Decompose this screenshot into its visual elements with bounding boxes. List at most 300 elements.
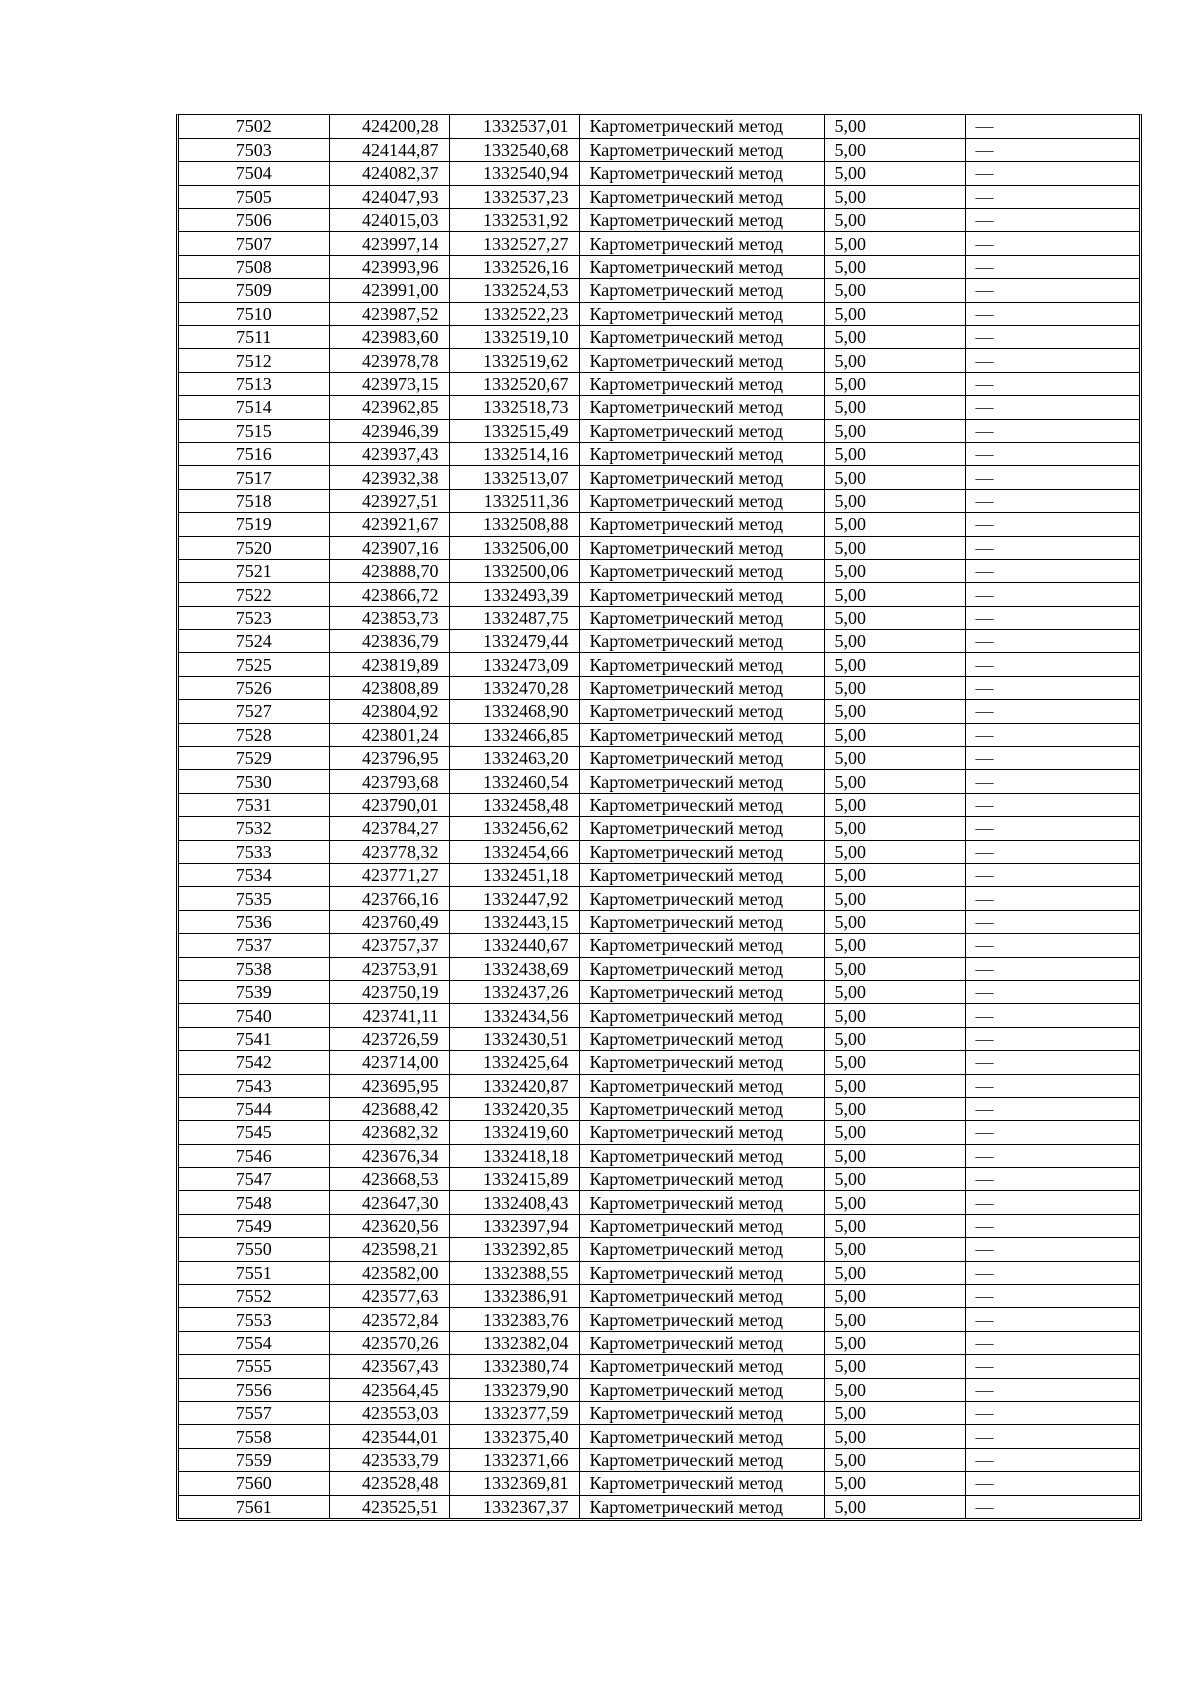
table-row	[179, 1004, 1139, 1027]
accuracy-cell: 5,00	[824, 747, 965, 770]
point-number-cell: 7509	[179, 279, 329, 302]
accuracy-cell: 5,00	[824, 1191, 965, 1214]
point-number-cell: 7517	[179, 466, 329, 489]
x-coordinate-cell: 423801,24	[329, 723, 449, 746]
point-number-cell: 7557	[179, 1401, 329, 1424]
table-row	[179, 1191, 1139, 1214]
description-cell: —	[965, 1004, 1139, 1027]
description-cell: —	[965, 1191, 1139, 1214]
description-cell: —	[965, 676, 1139, 699]
accuracy-cell: 5,00	[824, 887, 965, 910]
accuracy-cell: 5,00	[824, 1425, 965, 1448]
description-cell: —	[965, 326, 1139, 349]
table-row	[179, 606, 1139, 629]
point-number-cell: 7540	[179, 1004, 329, 1027]
y-coordinate-cell: 1332518,73	[449, 396, 579, 419]
method-cell: Картометрический метод	[579, 1285, 824, 1308]
x-coordinate-cell: 423991,00	[329, 279, 449, 302]
y-coordinate-cell: 1332434,56	[449, 1004, 579, 1027]
table-row	[179, 326, 1139, 349]
accuracy-cell: 5,00	[824, 1097, 965, 1120]
point-number-cell: 7524	[179, 630, 329, 653]
y-coordinate-cell: 1332515,49	[449, 419, 579, 442]
accuracy-cell: 5,00	[824, 1401, 965, 1424]
method-cell: Картометрический метод	[579, 1051, 824, 1074]
table-row	[179, 279, 1139, 302]
x-coordinate-cell: 423771,27	[329, 864, 449, 887]
y-coordinate-cell: 1332508,88	[449, 513, 579, 536]
y-coordinate-cell: 1332375,40	[449, 1425, 579, 1448]
accuracy-cell: 5,00	[824, 1238, 965, 1261]
description-cell: —	[965, 630, 1139, 653]
description-cell: —	[965, 1472, 1139, 1495]
table-row	[179, 700, 1139, 723]
point-number-cell: 7519	[179, 513, 329, 536]
x-coordinate-cell: 423784,27	[329, 817, 449, 840]
x-coordinate-cell: 423973,15	[329, 372, 449, 395]
description-cell: —	[965, 1051, 1139, 1074]
accuracy-cell: 5,00	[824, 1285, 965, 1308]
table-row	[179, 489, 1139, 512]
table-row	[179, 793, 1139, 816]
y-coordinate-cell: 1332506,00	[449, 536, 579, 559]
table-row	[179, 934, 1139, 957]
point-number-cell: 7538	[179, 957, 329, 980]
x-coordinate-cell: 423819,89	[329, 653, 449, 676]
description-cell: —	[965, 1285, 1139, 1308]
accuracy-cell: 5,00	[824, 489, 965, 512]
point-number-cell: 7508	[179, 255, 329, 278]
description-cell: —	[965, 934, 1139, 957]
y-coordinate-cell: 1332419,60	[449, 1121, 579, 1144]
accuracy-cell: 5,00	[824, 1004, 965, 1027]
method-cell: Картометрический метод	[579, 1121, 824, 1144]
table-row	[179, 583, 1139, 606]
accuracy-cell: 5,00	[824, 1472, 965, 1495]
accuracy-cell: 5,00	[824, 934, 965, 957]
accuracy-cell: 5,00	[824, 138, 965, 161]
x-coordinate-cell: 423741,11	[329, 1004, 449, 1027]
method-cell: Картометрический метод	[579, 747, 824, 770]
table-row	[179, 513, 1139, 536]
x-coordinate-cell: 423676,34	[329, 1144, 449, 1167]
method-cell: Картометрический метод	[579, 209, 824, 232]
point-number-cell: 7537	[179, 934, 329, 957]
table-row	[179, 536, 1139, 559]
table-row	[179, 1425, 1139, 1448]
point-number-cell: 7554	[179, 1331, 329, 1354]
method-cell: Картометрический метод	[579, 1401, 824, 1424]
description-cell: —	[965, 419, 1139, 442]
description-cell: —	[965, 513, 1139, 536]
accuracy-cell: 5,00	[824, 1495, 965, 1518]
accuracy-cell: 5,00	[824, 1027, 965, 1050]
point-number-cell: 7536	[179, 910, 329, 933]
table-row	[179, 980, 1139, 1003]
table-row	[179, 162, 1139, 185]
accuracy-cell: 5,00	[824, 372, 965, 395]
method-cell: Картометрический метод	[579, 1355, 824, 1378]
x-coordinate-cell: 423804,92	[329, 700, 449, 723]
table-row	[179, 840, 1139, 863]
accuracy-cell: 5,00	[824, 1261, 965, 1284]
method-cell: Картометрический метод	[579, 840, 824, 863]
y-coordinate-cell: 1332454,66	[449, 840, 579, 863]
table-row	[179, 770, 1139, 793]
y-coordinate-cell: 1332388,55	[449, 1261, 579, 1284]
point-number-cell: 7545	[179, 1121, 329, 1144]
description-cell: —	[965, 1074, 1139, 1097]
accuracy-cell: 5,00	[824, 770, 965, 793]
method-cell: Картометрический метод	[579, 349, 824, 372]
method-cell: Картометрический метод	[579, 466, 824, 489]
description-cell: —	[965, 279, 1139, 302]
method-cell: Картометрический метод	[579, 396, 824, 419]
table-row	[179, 1285, 1139, 1308]
table-row	[179, 138, 1139, 161]
point-number-cell: 7506	[179, 209, 329, 232]
point-number-cell: 7526	[179, 676, 329, 699]
table-row	[179, 442, 1139, 465]
y-coordinate-cell: 1332479,44	[449, 630, 579, 653]
point-number-cell: 7532	[179, 817, 329, 840]
description-cell: —	[965, 1308, 1139, 1331]
description-cell: —	[965, 1401, 1139, 1424]
description-cell: —	[965, 559, 1139, 582]
method-cell: Картометрический метод	[579, 1144, 824, 1167]
x-coordinate-cell: 423987,52	[329, 302, 449, 325]
accuracy-cell: 5,00	[824, 536, 965, 559]
description-cell: —	[965, 1097, 1139, 1120]
description-cell: —	[965, 232, 1139, 255]
x-coordinate-cell: 424082,37	[329, 162, 449, 185]
description-cell: —	[965, 723, 1139, 746]
point-number-cell: 7505	[179, 185, 329, 208]
x-coordinate-cell: 423757,37	[329, 934, 449, 957]
y-coordinate-cell: 1332514,16	[449, 442, 579, 465]
x-coordinate-cell: 423647,30	[329, 1191, 449, 1214]
x-coordinate-cell: 423808,89	[329, 676, 449, 699]
description-cell: —	[965, 1331, 1139, 1354]
y-coordinate-cell: 1332386,91	[449, 1285, 579, 1308]
y-coordinate-cell: 1332420,35	[449, 1097, 579, 1120]
y-coordinate-cell: 1332447,92	[449, 887, 579, 910]
method-cell: Картометрический метод	[579, 185, 824, 208]
description-cell: —	[965, 770, 1139, 793]
method-cell: Картометрический метод	[579, 419, 824, 442]
x-coordinate-cell: 423962,85	[329, 396, 449, 419]
method-cell: Картометрический метод	[579, 1191, 824, 1214]
y-coordinate-cell: 1332440,67	[449, 934, 579, 957]
method-cell: Картометрический метод	[579, 442, 824, 465]
accuracy-cell: 5,00	[824, 442, 965, 465]
method-cell: Картометрический метод	[579, 536, 824, 559]
y-coordinate-cell: 1332420,87	[449, 1074, 579, 1097]
y-coordinate-cell: 1332418,18	[449, 1144, 579, 1167]
method-cell: Картометрический метод	[579, 1425, 824, 1448]
table-row	[179, 676, 1139, 699]
method-cell: Картометрический метод	[579, 1261, 824, 1284]
x-coordinate-cell: 423766,16	[329, 887, 449, 910]
method-cell: Картометрический метод	[579, 793, 824, 816]
point-number-cell: 7549	[179, 1214, 329, 1237]
accuracy-cell: 5,00	[824, 957, 965, 980]
x-coordinate-cell: 423544,01	[329, 1425, 449, 1448]
accuracy-cell: 5,00	[824, 653, 965, 676]
accuracy-cell: 5,00	[824, 1355, 965, 1378]
y-coordinate-cell: 1332537,23	[449, 185, 579, 208]
point-number-cell: 7512	[179, 349, 329, 372]
description-cell: —	[965, 840, 1139, 863]
point-number-cell: 7507	[179, 232, 329, 255]
method-cell: Картометрический метод	[579, 676, 824, 699]
accuracy-cell: 5,00	[824, 1331, 965, 1354]
table-row	[179, 1168, 1139, 1191]
accuracy-cell: 5,00	[824, 232, 965, 255]
method-cell: Картометрический метод	[579, 232, 824, 255]
point-number-cell: 7559	[179, 1448, 329, 1471]
x-coordinate-cell: 423937,43	[329, 442, 449, 465]
y-coordinate-cell: 1332473,09	[449, 653, 579, 676]
x-coordinate-cell: 423921,67	[329, 513, 449, 536]
y-coordinate-cell: 1332379,90	[449, 1378, 579, 1401]
x-coordinate-cell: 423714,00	[329, 1051, 449, 1074]
point-number-cell: 7530	[179, 770, 329, 793]
y-coordinate-cell: 1332493,39	[449, 583, 579, 606]
method-cell: Картометрический метод	[579, 1168, 824, 1191]
point-number-cell: 7552	[179, 1285, 329, 1308]
accuracy-cell: 5,00	[824, 1144, 965, 1167]
table-row	[179, 466, 1139, 489]
table-row	[179, 1027, 1139, 1050]
x-coordinate-cell: 423853,73	[329, 606, 449, 629]
description-cell: —	[965, 1378, 1139, 1401]
point-number-cell: 7560	[179, 1472, 329, 1495]
accuracy-cell: 5,00	[824, 513, 965, 536]
point-number-cell: 7502	[179, 115, 329, 138]
y-coordinate-cell: 1332456,62	[449, 817, 579, 840]
method-cell: Картометрический метод	[579, 279, 824, 302]
description-cell: —	[965, 349, 1139, 372]
x-coordinate-cell: 423978,78	[329, 349, 449, 372]
x-coordinate-cell: 423888,70	[329, 559, 449, 582]
point-number-cell: 7555	[179, 1355, 329, 1378]
table-row	[179, 864, 1139, 887]
accuracy-cell: 5,00	[824, 1378, 965, 1401]
description-cell: —	[965, 1168, 1139, 1191]
x-coordinate-cell: 423668,53	[329, 1168, 449, 1191]
description-cell: —	[965, 115, 1139, 138]
x-coordinate-cell: 423907,16	[329, 536, 449, 559]
method-cell: Картометрический метод	[579, 1495, 824, 1518]
y-coordinate-cell: 1332408,43	[449, 1191, 579, 1214]
method-cell: Картометрический метод	[579, 817, 824, 840]
point-number-cell: 7516	[179, 442, 329, 465]
x-coordinate-cell: 423564,45	[329, 1378, 449, 1401]
method-cell: Картометрический метод	[579, 1074, 824, 1097]
description-cell: —	[965, 138, 1139, 161]
method-cell: Картометрический метод	[579, 1004, 824, 1027]
table-row	[179, 817, 1139, 840]
description-cell: —	[965, 606, 1139, 629]
x-coordinate-cell: 423726,59	[329, 1027, 449, 1050]
y-coordinate-cell: 1332531,92	[449, 209, 579, 232]
accuracy-cell: 5,00	[824, 326, 965, 349]
table-row	[179, 1051, 1139, 1074]
method-cell: Картометрический метод	[579, 162, 824, 185]
description-cell: —	[965, 1214, 1139, 1237]
table-row	[179, 1214, 1139, 1237]
y-coordinate-cell: 1332438,69	[449, 957, 579, 980]
accuracy-cell: 5,00	[824, 980, 965, 1003]
y-coordinate-cell: 1332437,26	[449, 980, 579, 1003]
description-cell: —	[965, 583, 1139, 606]
table-row	[179, 1238, 1139, 1261]
x-coordinate-cell: 424047,93	[329, 185, 449, 208]
accuracy-cell: 5,00	[824, 700, 965, 723]
accuracy-cell: 5,00	[824, 115, 965, 138]
x-coordinate-cell: 423796,95	[329, 747, 449, 770]
point-number-cell: 7558	[179, 1425, 329, 1448]
point-number-cell: 7561	[179, 1495, 329, 1518]
method-cell: Картометрический метод	[579, 630, 824, 653]
accuracy-cell: 5,00	[824, 209, 965, 232]
y-coordinate-cell: 1332527,27	[449, 232, 579, 255]
description-cell: —	[965, 1144, 1139, 1167]
x-coordinate-cell: 423572,84	[329, 1308, 449, 1331]
description-cell: —	[965, 396, 1139, 419]
point-number-cell: 7535	[179, 887, 329, 910]
accuracy-cell: 5,00	[824, 279, 965, 302]
point-number-cell: 7515	[179, 419, 329, 442]
y-coordinate-cell: 1332458,48	[449, 793, 579, 816]
x-coordinate-cell: 424144,87	[329, 138, 449, 161]
y-coordinate-cell: 1332511,36	[449, 489, 579, 512]
y-coordinate-cell: 1332383,76	[449, 1308, 579, 1331]
accuracy-cell: 5,00	[824, 676, 965, 699]
y-coordinate-cell: 1332470,28	[449, 676, 579, 699]
table-row	[179, 1378, 1139, 1401]
table-row	[179, 185, 1139, 208]
table-row	[179, 419, 1139, 442]
accuracy-cell: 5,00	[824, 1074, 965, 1097]
method-cell: Картометрический метод	[579, 489, 824, 512]
method-cell: Картометрический метод	[579, 1238, 824, 1261]
coordinates-table-frame	[176, 114, 1142, 1521]
table-row	[179, 1331, 1139, 1354]
method-cell: Картометрический метод	[579, 700, 824, 723]
point-number-cell: 7504	[179, 162, 329, 185]
accuracy-cell: 5,00	[824, 723, 965, 746]
table-row	[179, 1355, 1139, 1378]
x-coordinate-cell: 423760,49	[329, 910, 449, 933]
y-coordinate-cell: 1332537,01	[449, 115, 579, 138]
y-coordinate-cell: 1332425,64	[449, 1051, 579, 1074]
accuracy-cell: 5,00	[824, 817, 965, 840]
point-number-cell: 7511	[179, 326, 329, 349]
accuracy-cell: 5,00	[824, 419, 965, 442]
table-row	[179, 302, 1139, 325]
accuracy-cell: 5,00	[824, 1121, 965, 1144]
x-coordinate-cell: 423582,00	[329, 1261, 449, 1284]
accuracy-cell: 5,00	[824, 185, 965, 208]
description-cell: —	[965, 1355, 1139, 1378]
method-cell: Картометрический метод	[579, 770, 824, 793]
x-coordinate-cell: 423533,79	[329, 1448, 449, 1471]
description-cell: —	[965, 1425, 1139, 1448]
point-number-cell: 7553	[179, 1308, 329, 1331]
accuracy-cell: 5,00	[824, 302, 965, 325]
accuracy-cell: 5,00	[824, 466, 965, 489]
table-row	[179, 209, 1139, 232]
y-coordinate-cell: 1332377,59	[449, 1401, 579, 1424]
point-number-cell: 7503	[179, 138, 329, 161]
method-cell: Картометрический метод	[579, 653, 824, 676]
table-row	[179, 723, 1139, 746]
x-coordinate-cell: 423946,39	[329, 419, 449, 442]
method-cell: Картометрический метод	[579, 1331, 824, 1354]
x-coordinate-cell: 423570,26	[329, 1331, 449, 1354]
method-cell: Картометрический метод	[579, 934, 824, 957]
description-cell: —	[965, 185, 1139, 208]
description-cell: —	[965, 747, 1139, 770]
y-coordinate-cell: 1332463,20	[449, 747, 579, 770]
description-cell: —	[965, 1238, 1139, 1261]
x-coordinate-cell: 423525,51	[329, 1495, 449, 1518]
accuracy-cell: 5,00	[824, 1308, 965, 1331]
description-cell: —	[965, 1261, 1139, 1284]
method-cell: Картометрический метод	[579, 887, 824, 910]
x-coordinate-cell: 423993,96	[329, 255, 449, 278]
accuracy-cell: 5,00	[824, 1448, 965, 1471]
y-coordinate-cell: 1332520,67	[449, 372, 579, 395]
method-cell: Картометрический метод	[579, 606, 824, 629]
y-coordinate-cell: 1332487,75	[449, 606, 579, 629]
method-cell: Картометрический метод	[579, 910, 824, 933]
method-cell: Картометрический метод	[579, 980, 824, 1003]
point-number-cell: 7551	[179, 1261, 329, 1284]
point-number-cell: 7514	[179, 396, 329, 419]
description-cell: —	[965, 255, 1139, 278]
accuracy-cell: 5,00	[824, 910, 965, 933]
description-cell: —	[965, 957, 1139, 980]
description-cell: —	[965, 1121, 1139, 1144]
point-number-cell: 7547	[179, 1168, 329, 1191]
accuracy-cell: 5,00	[824, 396, 965, 419]
point-number-cell: 7523	[179, 606, 329, 629]
point-number-cell: 7539	[179, 980, 329, 1003]
point-number-cell: 7548	[179, 1191, 329, 1214]
x-coordinate-cell: 423577,63	[329, 1285, 449, 1308]
coordinates-table	[179, 115, 1139, 1518]
y-coordinate-cell: 1332415,89	[449, 1168, 579, 1191]
accuracy-cell: 5,00	[824, 349, 965, 372]
accuracy-cell: 5,00	[824, 840, 965, 863]
x-coordinate-cell: 423927,51	[329, 489, 449, 512]
x-coordinate-cell: 423983,60	[329, 326, 449, 349]
y-coordinate-cell: 1332540,68	[449, 138, 579, 161]
y-coordinate-cell: 1332430,51	[449, 1027, 579, 1050]
accuracy-cell: 5,00	[824, 255, 965, 278]
point-number-cell: 7518	[179, 489, 329, 512]
accuracy-cell: 5,00	[824, 583, 965, 606]
description-cell: —	[965, 1448, 1139, 1471]
coordinates-table-body	[179, 115, 1139, 1518]
point-number-cell: 7541	[179, 1027, 329, 1050]
method-cell: Картометрический метод	[579, 864, 824, 887]
method-cell: Картометрический метод	[579, 583, 824, 606]
y-coordinate-cell: 1332468,90	[449, 700, 579, 723]
